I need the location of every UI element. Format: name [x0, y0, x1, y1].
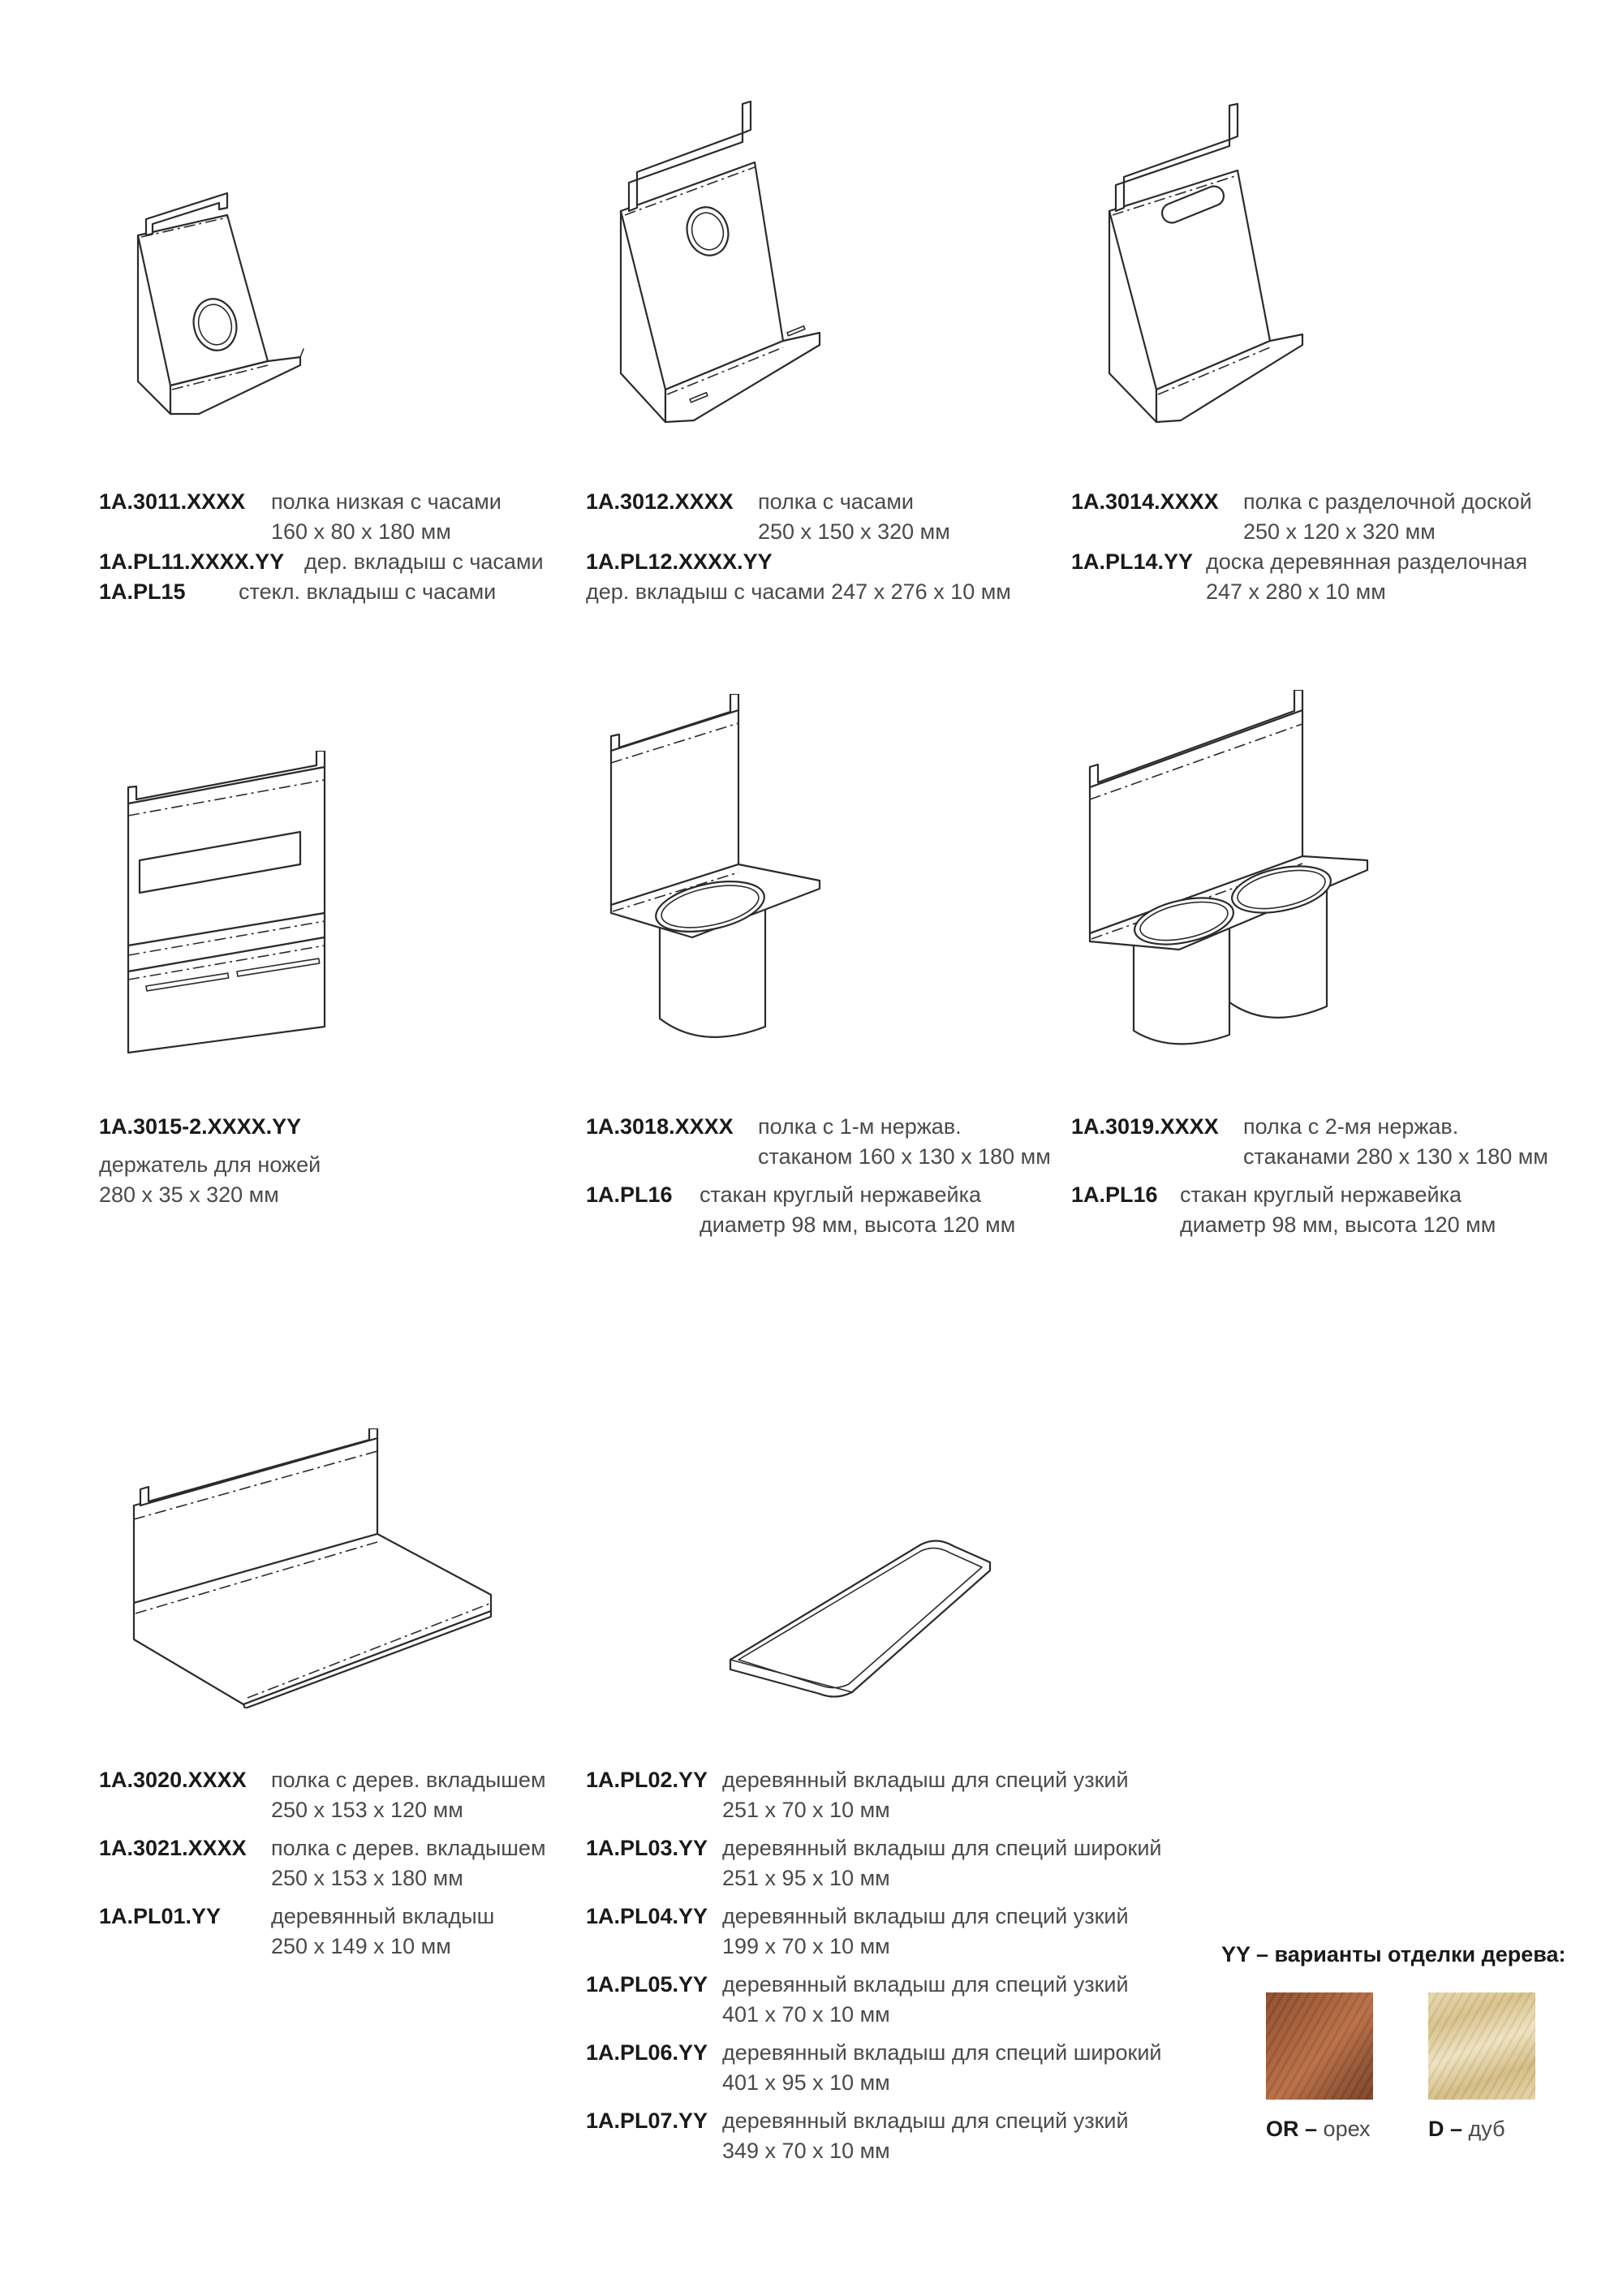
product-code: 1A.PL15 — [99, 579, 186, 604]
product-code: 1A.PL16 — [586, 1182, 673, 1207]
illustration-shelf-one-glass — [605, 694, 832, 1047]
product-description: деревянный вкладыш — [271, 1904, 495, 1928]
product-code: 1A.PL05.YY — [586, 1972, 708, 1997]
caption-1a3015 — [99, 1112, 321, 1210]
caption-1a3012 — [586, 487, 1011, 607]
illustration-shelf-clock — [609, 97, 836, 430]
caption-1a3020 — [99, 1765, 546, 1962]
caption-spice-inserts — [586, 1765, 1161, 2166]
product-description: полка с дерев. вкладышем — [271, 1768, 546, 1792]
product-code: 1A.3015-2.XXXX.YY — [99, 1114, 302, 1139]
product-code: 1A.PL07.YY — [586, 2109, 708, 2133]
product-dimensions: 250 x 153 x 180 мм — [271, 1866, 463, 1890]
product-dimensions: 199 x 70 x 10 мм — [722, 1934, 890, 1958]
product-dimensions: 251 x 95 x 10 мм — [722, 1866, 890, 1890]
product-code: 1A.3020.XXXX — [99, 1768, 247, 1792]
product-dimensions: 250 x 120 x 320 мм — [1243, 519, 1436, 544]
illustration-shelf-two-glasses — [1083, 690, 1380, 1047]
product-description: полка с часами — [758, 489, 914, 514]
illustration-knife-holder — [122, 751, 341, 1059]
illustration-spice-insert — [722, 1538, 998, 1700]
product-code: 1A.PL02.YY — [586, 1768, 708, 1792]
product-code: 1A.3014.XXXX — [1071, 489, 1219, 514]
caption-1a3011 — [99, 487, 544, 607]
product-description: полка низкая с часами — [271, 489, 502, 514]
illustration-shelf-low-clock — [122, 187, 316, 422]
product-dimensions: диаметр 98 мм, высота 120 мм — [700, 1213, 1016, 1237]
finish-label-walnut — [1266, 2114, 1371, 2144]
product-description: дер. вкладыш с часами 247 x 276 x 10 мм — [586, 579, 1011, 604]
product-dimensions: 349 x 70 x 10 мм — [722, 2139, 890, 2163]
product-dimensions: 401 x 95 x 10 мм — [722, 2070, 890, 2095]
product-code: 1A.3019.XXXX — [1071, 1114, 1219, 1139]
caption-1a3018 — [586, 1112, 1051, 1240]
product-description: стакан круглый нержавейка — [1180, 1182, 1462, 1207]
finish-name: дуб — [1468, 2117, 1505, 2141]
product-code: 1A.3011.XXXX — [99, 489, 246, 514]
product-description: полка с 2-мя нержав. — [1243, 1114, 1459, 1139]
product-code: 1A.PL06.YY — [586, 2040, 708, 2065]
finishes-title: YY – варианты отделки дерева: — [1221, 1942, 1566, 1966]
product-dimensions: 280 x 35 x 320 мм — [99, 1182, 279, 1207]
product-description: деревянный вкладыш для специй широкий — [722, 2040, 1162, 2065]
product-code: 1A.PL12.XXXX.YY — [586, 549, 773, 574]
product-description: деревянный вкладыш для специй узкий — [722, 1972, 1129, 1997]
product-dimensions: 250 x 149 x 10 мм — [271, 1934, 451, 1958]
product-dimensions: 251 x 70 x 10 мм — [722, 1798, 890, 1822]
product-description: дер. вкладыш с часами — [304, 549, 544, 574]
product-code: 1A.PL11.XXXX.YY — [99, 549, 285, 574]
product-dimensions: 250 x 150 x 320 мм — [758, 519, 950, 544]
finish-label-oak — [1428, 2114, 1505, 2144]
caption-1a3019 — [1071, 1112, 1548, 1240]
product-dimensions: 160 x 80 x 180 мм — [271, 519, 451, 544]
illustration-shelf-cutting-board — [1100, 97, 1311, 430]
product-code: 1A.PL03.YY — [586, 1836, 708, 1860]
finish-swatch-walnut — [1266, 1992, 1373, 2100]
product-description: деревянный вкладыш для специй узкий — [722, 2109, 1129, 2133]
product-dimensions: 401 x 70 x 10 мм — [722, 2002, 890, 2027]
product-code: 1A.3021.XXXX — [99, 1836, 247, 1860]
product-code: 1A.3018.XXXX — [586, 1114, 734, 1139]
product-description: держатель для ножей — [99, 1152, 321, 1177]
finish-name: орех — [1323, 2117, 1371, 2141]
product-code: 1A.PL04.YY — [586, 1904, 708, 1928]
product-dimensions: стаканами 280 x 130 x 180 мм — [1243, 1144, 1548, 1169]
caption-1a3014 — [1071, 487, 1532, 607]
product-code: 1A.PL14.YY — [1071, 549, 1194, 574]
product-description: полка с разделочной доской — [1243, 489, 1532, 514]
product-code: 1A.PL01.YY — [99, 1904, 222, 1928]
product-description: доска деревянная разделочная — [1206, 549, 1528, 574]
product-description: деревянный вкладыш для специй широкий — [722, 1836, 1162, 1860]
product-dimensions: 250 x 153 x 120 мм — [271, 1798, 463, 1822]
product-code: 1A.PL16 — [1071, 1182, 1158, 1207]
product-description: стакан круглый нержавейка — [700, 1182, 982, 1207]
product-description: стекл. вкладыш с часами — [239, 579, 497, 604]
product-description: деревянный вкладыш для специй узкий — [722, 1904, 1129, 1928]
product-dimensions: 247 x 280 x 10 мм — [1206, 579, 1386, 604]
product-dimensions: диаметр 98 мм, высота 120 мм — [1180, 1213, 1496, 1237]
finish-swatch-oak — [1428, 1992, 1535, 2100]
product-description: полка с 1-м нержав. — [758, 1114, 962, 1139]
finish-code: D – — [1428, 2117, 1463, 2141]
product-code: 1A.3012.XXXX — [586, 489, 734, 514]
product-description: деревянный вкладыш для специй узкий — [722, 1768, 1129, 1792]
illustration-shelf-wooden-insert — [126, 1428, 499, 1708]
finish-code: OR – — [1266, 2117, 1318, 2141]
product-dimensions: стаканом 160 x 130 x 180 мм — [758, 1144, 1051, 1169]
product-description: полка с дерев. вкладышем — [271, 1836, 546, 1860]
